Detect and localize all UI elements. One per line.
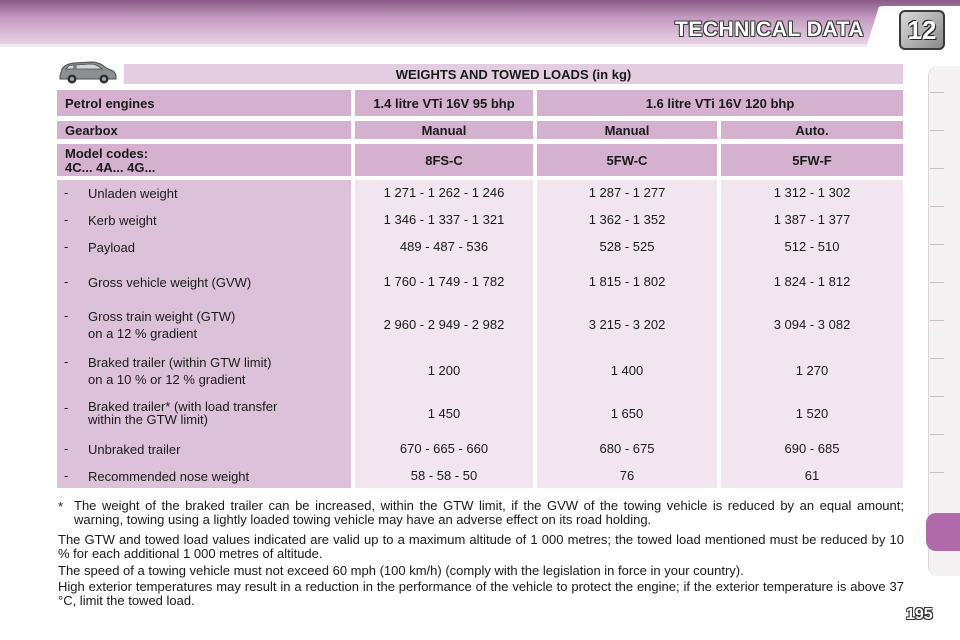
row-label: Kerb weight xyxy=(88,213,157,228)
row-dash: - xyxy=(64,274,69,289)
side-index-mark xyxy=(930,168,944,169)
side-index-mark xyxy=(930,434,944,435)
engine-1-header: 1.4 litre VTi 16V 95 bhp xyxy=(355,90,533,116)
footnote-asterisk: * xyxy=(58,499,64,514)
row-dash: - xyxy=(64,468,69,483)
row-value: 1 346 - 1 337 - 1 321 xyxy=(383,212,505,227)
row-value: 76 xyxy=(619,468,635,483)
gearbox-2: Manual xyxy=(537,121,717,139)
row-value: 489 - 487 - 536 xyxy=(399,239,489,254)
row-label: Gross train weight (GTW) xyxy=(88,309,236,324)
row-value: 1 312 - 1 302 xyxy=(773,185,851,200)
row-dash: - xyxy=(64,185,69,200)
car-icon xyxy=(56,58,118,84)
row-value: 528 - 525 xyxy=(599,239,655,254)
row-value: 3 215 - 3 202 xyxy=(588,317,666,332)
row-dash: - xyxy=(64,400,69,415)
header-divider xyxy=(0,44,960,47)
row-value: 3 094 - 3 082 xyxy=(773,317,851,332)
row-dash: - xyxy=(64,212,69,227)
row-dash: - xyxy=(64,308,69,323)
side-index-mark xyxy=(930,358,944,359)
row-dash: - xyxy=(64,354,69,369)
model-code-2: 5FW-C xyxy=(537,144,717,176)
note-paragraph-altitude: The GTW and towed load values indicated are valid up to a maximum altitude of 1 000 metres; the towed load mentioned must be reduced by 10 % for each additional 1 000 metres of altitude. xyxy=(58,532,904,561)
row-value: 1 387 - 1 377 xyxy=(773,212,851,227)
gearbox-3: Auto. xyxy=(721,121,903,139)
row-value: 1 760 - 1 749 - 1 782 xyxy=(383,274,505,289)
row-label: Gross vehicle weight (GVW) xyxy=(88,275,252,290)
side-index-mark xyxy=(930,244,944,245)
row-value: 58 - 58 - 50 xyxy=(410,468,478,483)
side-index-mark xyxy=(930,320,944,321)
model-codes-label-line-2: 4C... 4A... 4G... xyxy=(65,160,156,175)
engines-label: Petrol engines xyxy=(57,90,351,116)
row-label: Braked trailer* (with load transfer xyxy=(88,399,278,414)
row-value: 1 200 xyxy=(427,363,461,378)
row-value: 61 xyxy=(804,468,820,483)
row-dash: - xyxy=(64,441,69,456)
side-index-mark xyxy=(930,130,944,131)
side-index-mark xyxy=(930,396,944,397)
row-value: 1 362 - 1 352 xyxy=(588,212,666,227)
side-index-active-tab[interactable] xyxy=(926,513,960,551)
row-value: 1 650 xyxy=(610,406,644,421)
row-label: Unbraked trailer xyxy=(88,442,181,457)
side-index-mark xyxy=(930,92,944,93)
side-index-mark xyxy=(930,472,944,473)
row-value: 1 520 xyxy=(795,406,829,421)
page-number: 195 xyxy=(906,606,933,623)
row-value: 1 824 - 1 812 xyxy=(773,274,851,289)
row-value: 1 450 xyxy=(427,406,461,421)
row-value: 680 - 675 xyxy=(599,441,655,456)
row-label: Payload xyxy=(88,240,135,255)
row-value: 1 270 xyxy=(795,363,829,378)
note-paragraph-speed: The speed of a towing vehicle must not exceed 60 mph (100 km/h) (comply with the legislation in force in your country). xyxy=(58,563,744,578)
footnote: The weight of the braked trailer can be increased, within the GTW limit, if the GVW of the towing vehicle is reduced by an equal amount; warning, towing using a lightly loaded towing vehicle may have an adverse effect on its road holding. xyxy=(74,498,904,527)
row-value: 1 815 - 1 802 xyxy=(588,274,666,289)
side-index-mark xyxy=(930,206,944,207)
row-dash: - xyxy=(64,239,69,254)
side-index-rail xyxy=(928,66,960,576)
model-code-3: 5FW-F xyxy=(721,144,903,176)
model-code-1: 8FS-C xyxy=(355,144,533,176)
row-label: Unladen weight xyxy=(88,186,178,201)
row-label-line-2: on a 12 % gradient xyxy=(88,326,198,341)
row-value: 690 - 685 xyxy=(784,441,840,456)
row-value: 1 287 - 1 277 xyxy=(588,185,666,200)
row-label-line-2: within the GTW limit) xyxy=(88,412,208,427)
row-label: Recommended nose weight xyxy=(88,469,250,484)
row-label-line-2: on a 10 % or 12 % gradient xyxy=(88,372,246,387)
gearbox-label: Gearbox xyxy=(57,121,351,139)
row-value: 670 - 665 - 660 xyxy=(399,441,489,456)
chapter-number: 12 xyxy=(899,10,945,50)
row-label: Braked trailer (within GTW limit) xyxy=(88,355,272,370)
row-value: 1 271 - 1 262 - 1 246 xyxy=(383,185,505,200)
row-value: 512 - 510 xyxy=(784,239,840,254)
side-index-mark xyxy=(930,282,944,283)
engine-2-header: 1.6 litre VTi 16V 120 bhp xyxy=(537,90,903,116)
gearbox-1: Manual xyxy=(355,121,533,139)
table-caption: WEIGHTS AND TOWED LOADS (in kg) xyxy=(124,64,903,84)
page-title: TECHNICAL DATA xyxy=(675,18,864,41)
row-value: 1 400 xyxy=(610,363,644,378)
note-paragraph-temperature: High exterior temperatures may result in a reduction in the performance of the vehicle to protect the engine; if the exterior temperature is above 37 °C, limit the towed load. xyxy=(58,579,904,608)
model-codes-label xyxy=(57,144,351,176)
model-codes-label-line-1: Model codes: xyxy=(65,146,149,161)
row-value: 2 960 - 2 949 - 2 982 xyxy=(383,317,505,332)
